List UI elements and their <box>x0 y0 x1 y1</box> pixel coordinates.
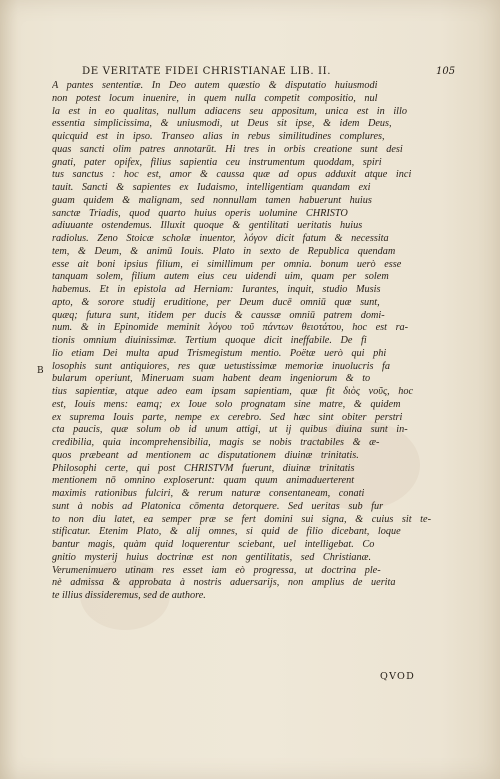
text-line: apto, & sorore studij eruditione, per Deum ducē omniū quæ sunt, <box>52 296 380 308</box>
text-line: ex suprema Iouis parte, nempe ex cerebro. Sed hæc sint obiter perstri <box>52 411 403 423</box>
text-line: gnati, pater opifex, filius sapientia ceu instrumentum quoddam, spiri <box>52 156 382 168</box>
text-line: cta paucis, quæ solum ob id unum attigi, ut ij quibus diuina sunt in- <box>52 424 408 436</box>
text-line: stificatur. Etenim Plato, & alij omnes, si quid de filio dicebant, loque <box>52 526 401 538</box>
text-line: maximis rationibus fulciri, & rerum naturæ consentaneam, conati <box>52 488 365 499</box>
margin-letter: B <box>37 366 44 376</box>
text-line: num. & in Epinomide meminit λόγου τοῦ πάντων θειοτάτου, hoc est ra- <box>52 322 409 334</box>
text-line: te illius dissideremus, sed de authore. <box>52 590 206 601</box>
text-line: tauit. Sancti & sapientes ex Iudaismo, intelligentiam quandam exi <box>52 182 371 193</box>
text-line: quas sancti olim patres annotarūt. Hi tres in orbis creatione sunt desi <box>52 143 403 155</box>
text-line: lio etiam Dei multa apud Trismegistum mentio. Poëtæ uerò qui phi <box>52 347 387 359</box>
text-line: quæq; futura sunt, itidem per ducis & caussæ omniū patrem domi- <box>52 309 385 321</box>
running-title: DE VERITATE FIDEI CHRISTIANAE LIB. II. <box>82 66 332 77</box>
text-line: tus sanctus : hoc est, amor & caussa quæ ad opus adduxit atque inci <box>52 169 412 181</box>
text-line: Verumenimuero utinam res esset iam eò progressa, ut doctrina ple- <box>52 564 381 576</box>
text-line: A pantes sententiæ. In Deo autem quæstio & disputatio huiusmodi <box>52 80 378 91</box>
text-line: bularum operiunt, Mineruam suam habent deam ingeniorum & to <box>52 373 371 385</box>
text-line: sunt à nobis ad Platonica cōmenta detorquere. Sed ueritas sub fur <box>52 500 384 512</box>
text-line: adiuuante ostendemus. Illuxit quoque & gentilitati ueritatis huius <box>52 220 363 232</box>
text-line: gnitio mysterij huius doctrinæ est non gentilitatis, sed Christianæ. <box>52 551 372 563</box>
text-line: credibilia, quia incomprehensibilia, magis se nobis tractabiles & æ- <box>52 437 380 448</box>
text-line: habemus. Et in epistola ad Herniam: Iurantes, inquit, studio Musis <box>52 284 381 295</box>
text-line: non potest locum inuenire, in quem nulla competit compositio, nul <box>52 92 378 104</box>
text-line: essentia simplicissima, & uniusmodi, ut Deus sit ipse, & idem Deus, <box>52 118 392 130</box>
text-line: nè admissa & approbata à nostris aduersarijs, non amplius de uerita <box>52 577 396 589</box>
text-line: tius sapientiæ, atque adeo eam ipsam sapientiam, quæ fit διὸς νοῦς, hoc <box>52 386 414 397</box>
text-line: Philosophi certe, qui post CHRISTVM fuerunt, diuinæ trinitatis <box>52 462 355 474</box>
text-line: tanquam solem, filium autem eius ceu uidendi uim, quam per solem <box>52 271 389 283</box>
text-line: bantur magis, quàm quid loquerentur sciebant, uel intelligebat. Co <box>52 539 375 550</box>
text-line: quicquid est in ipso. Transeo alias in rebus similitudines complures, <box>52 131 385 142</box>
text-line: tionis omnium diuinissimæ. Tertium quoque dicit ineffabile. De fi <box>52 335 367 346</box>
text-line: la est in eo qualitas, nullum adiacens seu appositum, unica est in illo <box>52 105 407 117</box>
text-line: est, Iouis mens: eamq; ex Ioue solo prognatam sine matre, & quidem <box>52 398 401 410</box>
text-line: losophis sunt antiquiores, res quæ uetustissimæ memoriæ inuolucris fa <box>52 360 390 372</box>
text-line: sanctæ Triadis, quod quarto huius operis uolumine CHRISTO <box>52 207 348 219</box>
body-text <box>52 80 442 603</box>
text-line: to non diu latet, ea semper præ se fert domini sui signa, & cuius sit te- <box>52 513 431 525</box>
text-line: quos præbeant ad mentionem ac disputationem diuinæ trinitatis. <box>52 449 359 461</box>
page-number: 105 <box>436 66 456 77</box>
text-line: esse ait boni ipsius filium, ei simillimum per omnia. bonum uerò esse <box>52 258 402 270</box>
text-line: tem, & Deum, & animū Iouis. Plato in sexto de Republica quendam <box>52 245 396 257</box>
catchword: QVOD <box>380 671 415 682</box>
text-line: radiolus. Zeno Stoicæ scholæ inuentor, λόγον dicit fatum & necessita <box>52 233 389 244</box>
text-line: mentionem nō omnino exploserunt: quam quum animaduerterent <box>52 475 355 487</box>
text-line: guam quidem & malignam, sed nonnullam tamen habuerunt huius <box>52 194 372 206</box>
